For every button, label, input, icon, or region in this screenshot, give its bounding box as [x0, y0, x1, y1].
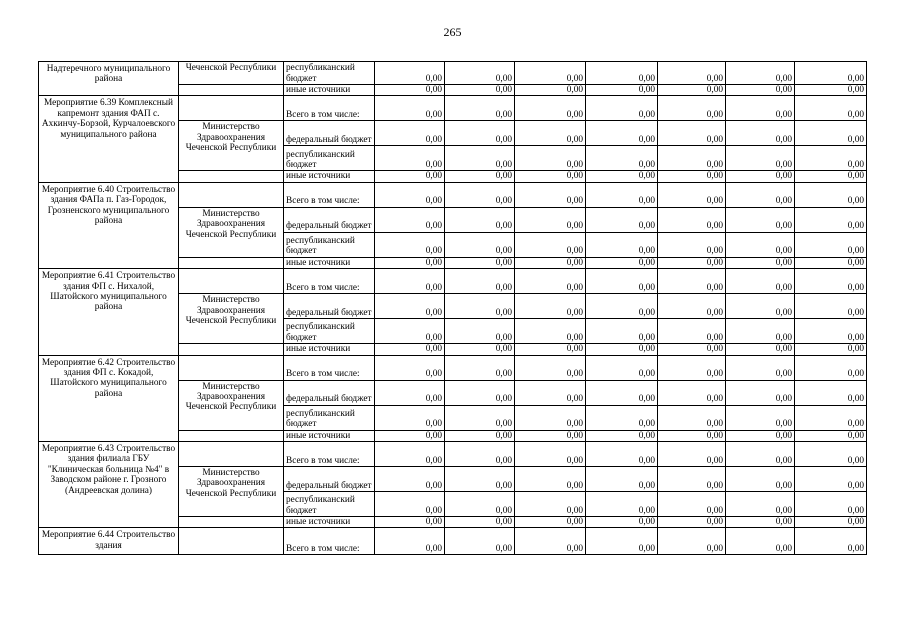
value-cell: 0,00: [586, 430, 658, 441]
value-cell: 0,00: [795, 294, 867, 319]
funding-source-cell: республиканский бюджет: [284, 146, 375, 171]
activity-name-cell: Мероприятие 6.41 Строительство здания ФП с. Нихалой, Шатойского муниципального района: [39, 269, 179, 355]
value-cell: 0,00: [515, 467, 586, 492]
activity-name-cell: Мероприятие 6.40 Строительство здания ФАПа п. Газ-Городок, Грозненского муниципального района: [39, 182, 179, 268]
funding-source-cell: Всего в том числе:: [284, 182, 375, 207]
value-cell: 0,00: [445, 355, 515, 380]
activity-name-cell: Надтеречного муниципального района: [39, 62, 179, 96]
value-cell: 0,00: [515, 405, 586, 430]
value-cell: 0,00: [658, 430, 726, 441]
value-cell: 0,00: [795, 182, 867, 207]
value-cell: 0,00: [445, 269, 515, 294]
responsible-empty-cell: [179, 182, 284, 207]
value-cell: 0,00: [726, 355, 795, 380]
funding-source-cell: федеральный бюджет: [284, 294, 375, 319]
value-cell: 0,00: [658, 492, 726, 517]
value-cell: 0,00: [795, 355, 867, 380]
responsible-empty-cell: [179, 517, 284, 528]
value-cell: 0,00: [586, 405, 658, 430]
value-cell: 0,00: [795, 232, 867, 257]
value-cell: 0,00: [375, 517, 445, 528]
value-cell: 0,00: [795, 121, 867, 146]
value-cell: 0,00: [515, 96, 586, 121]
funding-source-cell: федеральный бюджет: [284, 207, 375, 232]
value-cell: 0,00: [658, 121, 726, 146]
funding-source-cell: республиканский бюджет: [284, 232, 375, 257]
value-cell: 0,00: [515, 528, 586, 555]
value-cell: 0,00: [726, 171, 795, 182]
value-cell: 0,00: [515, 121, 586, 146]
value-cell: 0,00: [375, 294, 445, 319]
value-cell: 0,00: [375, 207, 445, 232]
responsible-empty-cell: [179, 85, 284, 96]
value-cell: 0,00: [375, 146, 445, 171]
value-cell: 0,00: [658, 257, 726, 268]
value-cell: 0,00: [658, 146, 726, 171]
table-row: [39, 62, 867, 85]
value-cell: 0,00: [658, 294, 726, 319]
value-cell: 0,00: [445, 380, 515, 405]
value-cell: 0,00: [726, 182, 795, 207]
funding-source-cell: Всего в том числе:: [284, 442, 375, 467]
value-cell: 0,00: [515, 492, 586, 517]
value-cell: 0,00: [726, 85, 795, 96]
value-cell: 0,00: [375, 344, 445, 355]
funding-table: [38, 61, 867, 555]
responsible-empty-cell: [179, 171, 284, 182]
value-cell: 0,00: [445, 62, 515, 85]
value-cell: 0,00: [795, 344, 867, 355]
value-cell: 0,00: [445, 85, 515, 96]
value-cell: 0,00: [795, 492, 867, 517]
responsible-empty-cell: [179, 257, 284, 268]
value-cell: 0,00: [658, 232, 726, 257]
value-cell: 0,00: [726, 96, 795, 121]
value-cell: 0,00: [586, 517, 658, 528]
value-cell: 0,00: [375, 232, 445, 257]
value-cell: 0,00: [726, 467, 795, 492]
responsible-empty-cell: [179, 96, 284, 121]
activity-name-cell: Мероприятие 6.42 Строительство здания ФП с. Кокадой, Шатойского муниципального района: [39, 355, 179, 441]
value-cell: 0,00: [658, 380, 726, 405]
value-cell: 0,00: [375, 430, 445, 441]
value-cell: 0,00: [445, 319, 515, 344]
funding-source-cell: Всего в том числе:: [284, 355, 375, 380]
value-cell: 0,00: [445, 207, 515, 232]
value-cell: 0,00: [586, 121, 658, 146]
responsible-cell: Министерство Здравоохранения Чеченской Республики: [179, 467, 284, 517]
value-cell: 0,00: [726, 442, 795, 467]
activity-name-cell: Мероприятие 6.39 Комплексный капремонт здания ФАП с. Ахкинчу-Борзой, Курчалоевского муниципального района: [39, 96, 179, 182]
table-row: [39, 269, 867, 294]
value-cell: 0,00: [795, 467, 867, 492]
value-cell: 0,00: [586, 62, 658, 85]
value-cell: 0,00: [515, 207, 586, 232]
value-cell: 0,00: [726, 528, 795, 555]
value-cell: 0,00: [726, 319, 795, 344]
value-cell: 0,00: [658, 96, 726, 121]
value-cell: 0,00: [375, 355, 445, 380]
value-cell: 0,00: [795, 96, 867, 121]
value-cell: 0,00: [586, 467, 658, 492]
value-cell: 0,00: [795, 257, 867, 268]
value-cell: 0,00: [515, 62, 586, 85]
value-cell: 0,00: [515, 232, 586, 257]
value-cell: 0,00: [726, 121, 795, 146]
value-cell: 0,00: [445, 405, 515, 430]
responsible-empty-cell: [179, 430, 284, 441]
funding-source-cell: иные источники: [284, 430, 375, 441]
value-cell: 0,00: [726, 294, 795, 319]
value-cell: 0,00: [726, 405, 795, 430]
value-cell: 0,00: [795, 62, 867, 85]
value-cell: 0,00: [445, 442, 515, 467]
value-cell: 0,00: [515, 380, 586, 405]
value-cell: 0,00: [375, 269, 445, 294]
responsible-cell: Чеченской Республики: [179, 62, 284, 85]
value-cell: 0,00: [658, 85, 726, 96]
value-cell: 0,00: [445, 182, 515, 207]
value-cell: 0,00: [445, 257, 515, 268]
funding-source-cell: республиканский бюджет: [284, 319, 375, 344]
value-cell: 0,00: [658, 344, 726, 355]
table-row: [39, 182, 867, 207]
responsible-empty-cell: [179, 442, 284, 467]
value-cell: 0,00: [515, 355, 586, 380]
value-cell: 0,00: [375, 319, 445, 344]
value-cell: 0,00: [586, 344, 658, 355]
value-cell: 0,00: [795, 269, 867, 294]
value-cell: 0,00: [515, 517, 586, 528]
value-cell: 0,00: [445, 171, 515, 182]
value-cell: 0,00: [726, 146, 795, 171]
value-cell: 0,00: [445, 467, 515, 492]
value-cell: 0,00: [726, 492, 795, 517]
funding-source-cell: иные источники: [284, 85, 375, 96]
value-cell: 0,00: [726, 517, 795, 528]
value-cell: 0,00: [795, 319, 867, 344]
value-cell: 0,00: [658, 269, 726, 294]
value-cell: 0,00: [586, 380, 658, 405]
value-cell: 0,00: [795, 380, 867, 405]
value-cell: 0,00: [375, 528, 445, 555]
value-cell: 0,00: [515, 430, 586, 441]
funding-source-cell: федеральный бюджет: [284, 380, 375, 405]
value-cell: 0,00: [375, 121, 445, 146]
value-cell: 0,00: [795, 442, 867, 467]
value-cell: 0,00: [586, 85, 658, 96]
value-cell: 0,00: [726, 380, 795, 405]
value-cell: 0,00: [515, 269, 586, 294]
value-cell: 0,00: [726, 430, 795, 441]
table-row: [39, 528, 867, 555]
responsible-empty-cell: [179, 344, 284, 355]
value-cell: 0,00: [515, 171, 586, 182]
responsible-cell: Министерство Здравоохранения Чеченской Республики: [179, 121, 284, 171]
value-cell: 0,00: [726, 207, 795, 232]
value-cell: 0,00: [726, 62, 795, 85]
value-cell: 0,00: [658, 355, 726, 380]
value-cell: 0,00: [795, 430, 867, 441]
value-cell: 0,00: [658, 62, 726, 85]
value-cell: 0,00: [445, 344, 515, 355]
value-cell: 0,00: [658, 528, 726, 555]
funding-source-cell: Всего в том числе:: [284, 269, 375, 294]
value-cell: 0,00: [445, 492, 515, 517]
value-cell: 0,00: [445, 517, 515, 528]
value-cell: 0,00: [658, 207, 726, 232]
value-cell: 0,00: [445, 146, 515, 171]
value-cell: 0,00: [795, 517, 867, 528]
value-cell: 0,00: [375, 492, 445, 517]
value-cell: 0,00: [445, 121, 515, 146]
value-cell: 0,00: [445, 430, 515, 441]
value-cell: 0,00: [586, 232, 658, 257]
value-cell: 0,00: [375, 182, 445, 207]
value-cell: 0,00: [375, 62, 445, 85]
value-cell: 0,00: [445, 294, 515, 319]
value-cell: 0,00: [515, 85, 586, 96]
value-cell: 0,00: [515, 257, 586, 268]
value-cell: 0,00: [586, 528, 658, 555]
value-cell: 0,00: [375, 171, 445, 182]
activity-name-cell: Мероприятие 6.43 Строительство здания филиала ГБУ "Клиническая больница №4" в Заводском районе г. Грозного (Андреевская долина): [39, 442, 179, 528]
funding-source-cell: республиканский бюджет: [284, 405, 375, 430]
value-cell: 0,00: [586, 442, 658, 467]
funding-source-cell: иные источники: [284, 171, 375, 182]
value-cell: 0,00: [515, 442, 586, 467]
value-cell: 0,00: [726, 344, 795, 355]
value-cell: 0,00: [658, 171, 726, 182]
value-cell: 0,00: [586, 146, 658, 171]
value-cell: 0,00: [445, 232, 515, 257]
value-cell: 0,00: [586, 294, 658, 319]
page-number: 265: [443, 25, 462, 39]
value-cell: 0,00: [795, 405, 867, 430]
value-cell: 0,00: [658, 467, 726, 492]
value-cell: 0,00: [445, 96, 515, 121]
table-row: [39, 355, 867, 380]
value-cell: 0,00: [586, 182, 658, 207]
activity-name-cell: Мероприятие 6.44 Строительство здания: [39, 528, 179, 555]
value-cell: 0,00: [586, 492, 658, 517]
value-cell: 0,00: [375, 405, 445, 430]
value-cell: 0,00: [375, 380, 445, 405]
responsible-cell: Министерство Здравоохранения Чеченской Республики: [179, 380, 284, 430]
responsible-empty-cell: [179, 528, 284, 555]
funding-source-cell: федеральный бюджет: [284, 467, 375, 492]
funding-source-cell: иные источники: [284, 517, 375, 528]
value-cell: 0,00: [375, 467, 445, 492]
funding-source-cell: иные источники: [284, 344, 375, 355]
value-cell: 0,00: [375, 442, 445, 467]
value-cell: 0,00: [658, 405, 726, 430]
funding-source-cell: федеральный бюджет: [284, 121, 375, 146]
value-cell: 0,00: [795, 171, 867, 182]
responsible-cell: Министерство Здравоохранения Чеченской Республики: [179, 207, 284, 257]
value-cell: 0,00: [515, 294, 586, 319]
responsible-empty-cell: [179, 355, 284, 380]
funding-source-cell: республиканский бюджет: [284, 492, 375, 517]
value-cell: 0,00: [658, 517, 726, 528]
value-cell: 0,00: [658, 182, 726, 207]
value-cell: 0,00: [795, 207, 867, 232]
value-cell: 0,00: [375, 85, 445, 96]
value-cell: 0,00: [658, 319, 726, 344]
funding-source-cell: Всего в том числе:: [284, 96, 375, 121]
value-cell: 0,00: [795, 528, 867, 555]
value-cell: 0,00: [515, 182, 586, 207]
value-cell: 0,00: [586, 96, 658, 121]
value-cell: 0,00: [586, 207, 658, 232]
value-cell: 0,00: [445, 528, 515, 555]
responsible-cell: Министерство Здравоохранения Чеченской Республики: [179, 294, 284, 344]
value-cell: 0,00: [726, 257, 795, 268]
value-cell: 0,00: [726, 232, 795, 257]
funding-source-cell: республиканский бюджет: [284, 62, 375, 85]
value-cell: 0,00: [586, 269, 658, 294]
value-cell: 0,00: [795, 146, 867, 171]
responsible-empty-cell: [179, 269, 284, 294]
value-cell: 0,00: [515, 319, 586, 344]
table-row: [39, 96, 867, 121]
value-cell: 0,00: [658, 442, 726, 467]
value-cell: 0,00: [515, 146, 586, 171]
value-cell: 0,00: [795, 85, 867, 96]
value-cell: 0,00: [586, 171, 658, 182]
table-row: [39, 442, 867, 467]
value-cell: 0,00: [586, 257, 658, 268]
value-cell: 0,00: [586, 319, 658, 344]
value-cell: 0,00: [586, 355, 658, 380]
value-cell: 0,00: [515, 344, 586, 355]
value-cell: 0,00: [375, 257, 445, 268]
value-cell: 0,00: [375, 96, 445, 121]
funding-source-cell: Всего в том числе:: [284, 528, 375, 555]
value-cell: 0,00: [726, 269, 795, 294]
funding-source-cell: иные источники: [284, 257, 375, 268]
